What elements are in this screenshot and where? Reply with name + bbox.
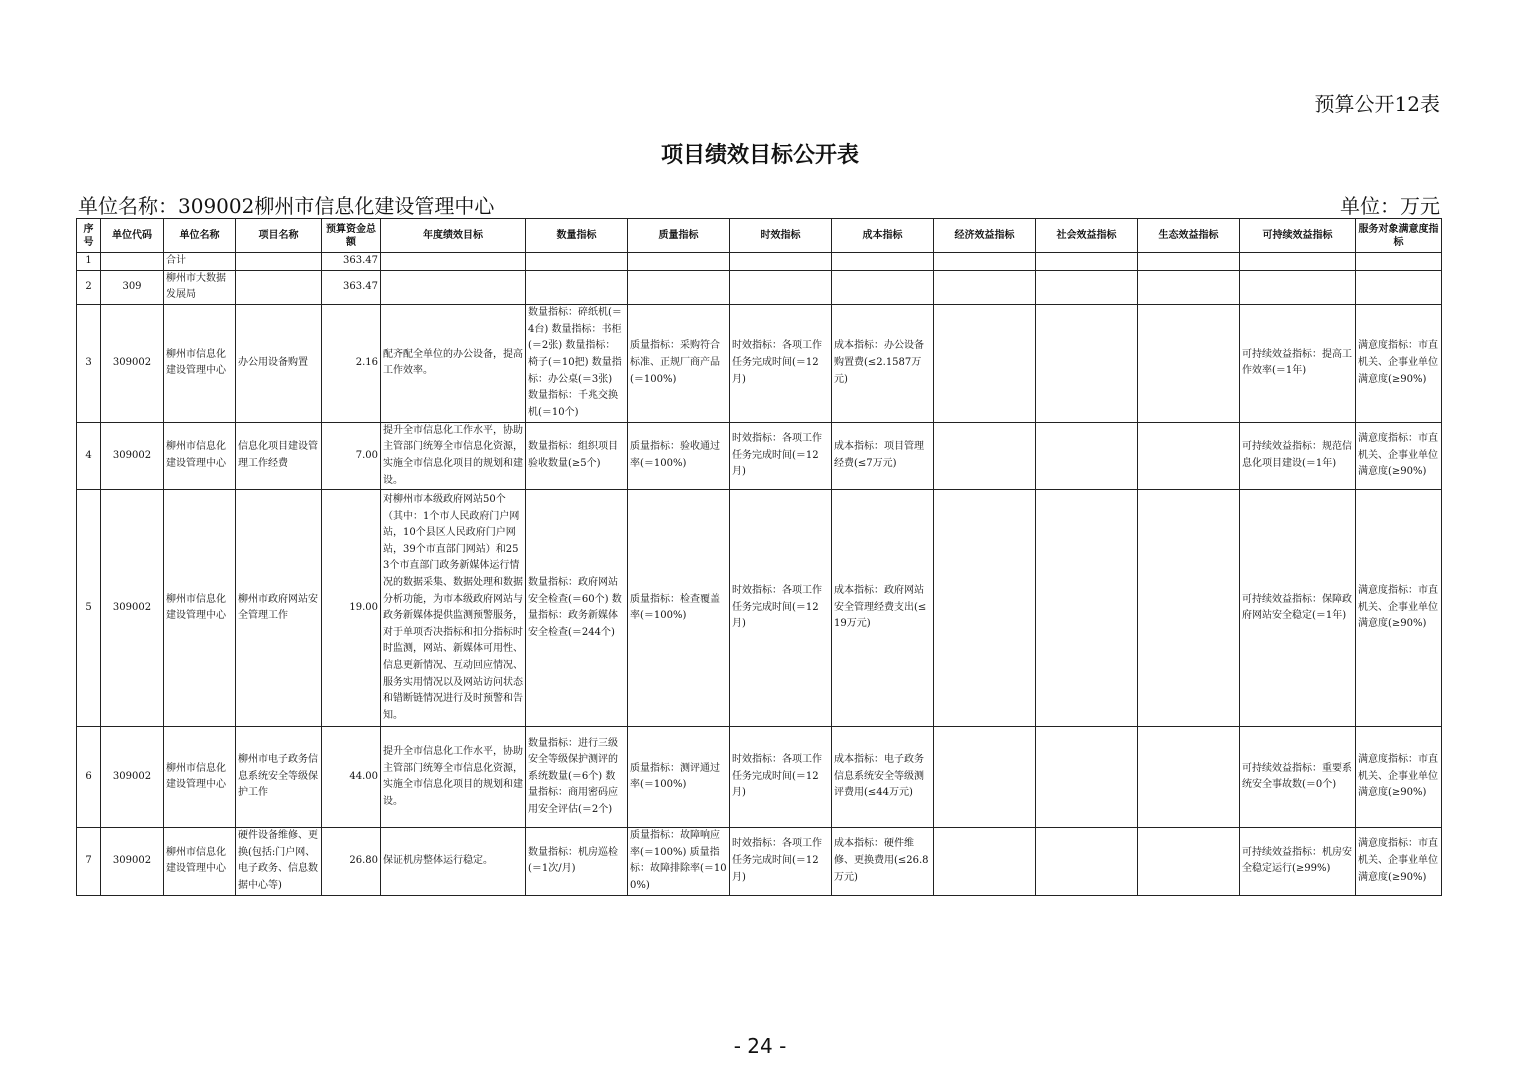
quality-indicator-cell: 质量指标：故障响应率(＝100%) 质量指标：故障排除率(＝100%) [628,828,730,895]
annual-goal-cell: 对柳州市本级政府网站50个（其中：1个市人民政府门户网站，10个县区人民政府门户网站，39个市直部门网站）和253个市直部门政务新媒体运行情况的数据采集、数据处理和数据分析功能，为市本级政府网站与政务新媒体提供监测预警服务，对于单项否决指标和扣分指标时时监测，网站、新媒体可用性、信息更新情况、互动回应情况、服务实用情况以及网站访问状态和错断链情况进行及时预警和告知。 [381,490,526,727]
economic-benefit-cell [934,304,1036,422]
quantity-indicator-cell [526,253,628,271]
sustainable-benefit-cell [1240,253,1356,271]
column-header: 单位代码 [101,219,164,253]
ecological-benefit-cell [1138,828,1240,895]
sustainable-benefit-cell: 可持续效益指标：保障政府网站安全稳定(＝1年) [1240,490,1356,727]
quality-indicator-cell [628,270,730,304]
social-benefit-cell [1036,422,1138,489]
timeliness-indicator-cell: 时效指标：各项工作任务完成时间(＝12月) [730,727,832,828]
unit-name-cell: 合计 [164,253,236,271]
quantity-indicator-cell: 数量指标：组织项目验收数量(≥5个) [526,422,628,489]
column-header: 单位名称 [164,219,236,253]
budget-amount-cell: 7.00 [322,422,381,489]
unit-name-cell: 柳州市信息化建设管理中心 [164,727,236,828]
cost-indicator-cell: 成本指标：硬件维修、更换费用(≤26.8万元) [832,828,934,895]
unit-code-cell: 309002 [101,490,164,727]
cost-indicator-cell [832,253,934,271]
satisfaction-indicator-cell [1356,270,1442,304]
unit-code-cell: 309002 [101,828,164,895]
performance-target-table [76,218,1442,896]
sustainable-benefit-cell: 可持续效益指标：机房安全稳定运行(≥99%) [1240,828,1356,895]
unit-code-cell: 309 [101,270,164,304]
sustainable-benefit-cell: 可持续效益指标：提高工作效率(＝1年) [1240,304,1356,422]
column-header: 经济效益指标 [934,219,1036,253]
sustainable-benefit-cell [1240,270,1356,304]
budget-amount-cell: 363.47 [322,270,381,304]
quality-indicator-cell [628,253,730,271]
sustainable-benefit-cell: 可持续效益指标：重要系统安全事故数(＝0个) [1240,727,1356,828]
timeliness-indicator-cell [730,270,832,304]
column-header: 成本指标 [832,219,934,253]
row-number-cell: 1 [77,253,101,271]
row-number-cell: 2 [77,270,101,304]
ecological-benefit-cell [1138,253,1240,271]
annual-goal-cell [381,253,526,271]
column-header: 序号 [77,219,101,253]
annual-goal-cell: 保证机房整体运行稳定。 [381,828,526,895]
ecological-benefit-cell [1138,304,1240,422]
timeliness-indicator-cell: 时效指标：各项工作任务完成时间(＝12月) [730,422,832,489]
table-row [77,490,1442,727]
column-header: 生态效益指标 [1138,219,1240,253]
unit-code-cell [101,253,164,271]
economic-benefit-cell [934,422,1036,489]
unit-code-cell: 309002 [101,422,164,489]
budget-amount-cell: 19.00 [322,490,381,727]
cost-indicator-cell: 成本指标：办公设备购置费(≤2.1587万元) [832,304,934,422]
quantity-indicator-cell: 数量指标：政府网站安全检查(＝60个) 数量指标：政务新媒体安全检查(＝244个) [526,490,628,727]
cost-indicator-cell: 成本指标：政府网站安全管理经费支出(≤19万元) [832,490,934,727]
timeliness-indicator-cell: 时效指标：各项工作任务完成时间(＝12月) [730,490,832,727]
currency-unit-label: 单位：万元 [1340,194,1440,218]
quantity-indicator-cell: 数量指标：碎纸机(＝4台) 数量指标：书柜(＝2张) 数量指标：椅子(＝10把) 数量指标：办公桌(＝3张) 数量指标：千兆交换机(＝10个) [526,304,628,422]
column-header: 可持续效益指标 [1240,219,1356,253]
timeliness-indicator-cell [730,253,832,271]
project-name-cell: 硬件设备维修、更换(包括:门户网、电子政务、信息数据中心等) [236,828,322,895]
social-benefit-cell [1036,828,1138,895]
satisfaction-indicator-cell: 满意度指标：市直机关、企事业单位满意度(≥90%) [1356,490,1442,727]
column-header: 质量指标 [628,219,730,253]
unit-name-cell: 柳州市信息化建设管理中心 [164,828,236,895]
quality-indicator-cell: 质量指标：检查覆盖率(＝100%) [628,490,730,727]
satisfaction-indicator-cell: 满意度指标：市直机关、企事业单位满意度(≥90%) [1356,304,1442,422]
timeliness-indicator-cell: 时效指标：各项工作任务完成时间(＝12月) [730,304,832,422]
cost-indicator-cell [832,270,934,304]
quantity-indicator-cell: 数量指标：机房巡检(＝1次/月) [526,828,628,895]
column-header: 项目名称 [236,219,322,253]
unit-name-cell: 柳州市信息化建设管理中心 [164,490,236,727]
satisfaction-indicator-cell [1356,253,1442,271]
table-number-tag: 预算公开12表 [1314,92,1440,116]
column-header: 预算资金总额 [322,219,381,253]
row-number-cell: 3 [77,304,101,422]
economic-benefit-cell [934,490,1036,727]
cost-indicator-cell: 成本指标：电子政务信息系统安全等级测评费用(≤44万元) [832,727,934,828]
column-header: 服务对象满意度指标 [1356,219,1442,253]
social-benefit-cell [1036,727,1138,828]
economic-benefit-cell [934,253,1036,271]
economic-benefit-cell [934,270,1036,304]
project-name-cell [236,270,322,304]
row-number-cell: 7 [77,828,101,895]
unit-name-cell: 柳州市信息化建设管理中心 [164,422,236,489]
column-header: 时效指标 [730,219,832,253]
economic-benefit-cell [934,828,1036,895]
ecological-benefit-cell [1138,270,1240,304]
annual-goal-cell [381,270,526,304]
satisfaction-indicator-cell: 满意度指标：市直机关、企事业单位满意度(≥90%) [1356,422,1442,489]
table-row [77,270,1442,304]
column-header: 年度绩效目标 [381,219,526,253]
table-row [77,304,1442,422]
table-row [77,828,1442,895]
annual-goal-cell: 配齐配全单位的办公设备，提高工作效率。 [381,304,526,422]
budget-amount-cell: 2.16 [322,304,381,422]
unit-code-cell: 309002 [101,727,164,828]
budget-amount-cell: 363.47 [322,253,381,271]
social-benefit-cell [1036,304,1138,422]
row-number-cell: 4 [77,422,101,489]
satisfaction-indicator-cell: 满意度指标：市直机关、企事业单位满意度(≥90%) [1356,727,1442,828]
budget-amount-cell: 26.80 [322,828,381,895]
sustainable-benefit-cell: 可持续效益指标：规范信息化项目建设(＝1年) [1240,422,1356,489]
social-benefit-cell [1036,270,1138,304]
quantity-indicator-cell [526,270,628,304]
budget-amount-cell: 44.00 [322,727,381,828]
column-header: 社会效益指标 [1036,219,1138,253]
table-row [77,253,1442,271]
row-number-cell: 6 [77,727,101,828]
page-number: - 24 - [733,1034,787,1058]
quality-indicator-cell: 质量指标：验收通过率(＝100%) [628,422,730,489]
timeliness-indicator-cell: 时效指标：各项工作任务完成时间(＝12月) [730,828,832,895]
table-header-row [77,219,1442,253]
project-name-cell: 柳州市电子政务信息系统安全等级保护工作 [236,727,322,828]
project-name-cell [236,253,322,271]
table-row [77,727,1442,828]
annual-goal-cell: 提升全市信息化工作水平，协助主管部门统筹全市信息化资源，实施全市信息化项目的规划和建设。 [381,422,526,489]
annual-goal-cell: 提升全市信息化工作水平，协助主管部门统筹全市信息化资源，实施全市信息化项目的规划和建设。 [381,727,526,828]
page-title: 项目绩效目标公开表 [660,143,859,168]
project-name-cell: 信息化项目建设管理工作经费 [236,422,322,489]
economic-benefit-cell [934,727,1036,828]
ecological-benefit-cell [1138,422,1240,489]
unit-name-label: 单位名称：309002柳州市信息化建设管理中心 [78,194,495,218]
quality-indicator-cell: 质量指标：测评通过率(＝100%) [628,727,730,828]
quantity-indicator-cell: 数量指标：进行三级安全等级保护测评的系统数量(＝6个) 数量指标：商用密码应用安全评估(＝2个) [526,727,628,828]
column-header: 数量指标 [526,219,628,253]
project-name-cell: 柳州市政府网站安全管理工作 [236,490,322,727]
social-benefit-cell [1036,253,1138,271]
satisfaction-indicator-cell: 满意度指标：市直机关、企事业单位满意度(≥90%) [1356,828,1442,895]
quality-indicator-cell: 质量指标：采购符合标准、正规厂商产品(＝100%) [628,304,730,422]
unit-name-cell: 柳州市信息化建设管理中心 [164,304,236,422]
unit-name-cell: 柳州市大数据发展局 [164,270,236,304]
project-name-cell: 办公用设备购置 [236,304,322,422]
cost-indicator-cell: 成本指标：项目管理经费(≤7万元) [832,422,934,489]
unit-code-cell: 309002 [101,304,164,422]
row-number-cell: 5 [77,490,101,727]
ecological-benefit-cell [1138,490,1240,727]
social-benefit-cell [1036,490,1138,727]
table-row [77,422,1442,489]
ecological-benefit-cell [1138,727,1240,828]
